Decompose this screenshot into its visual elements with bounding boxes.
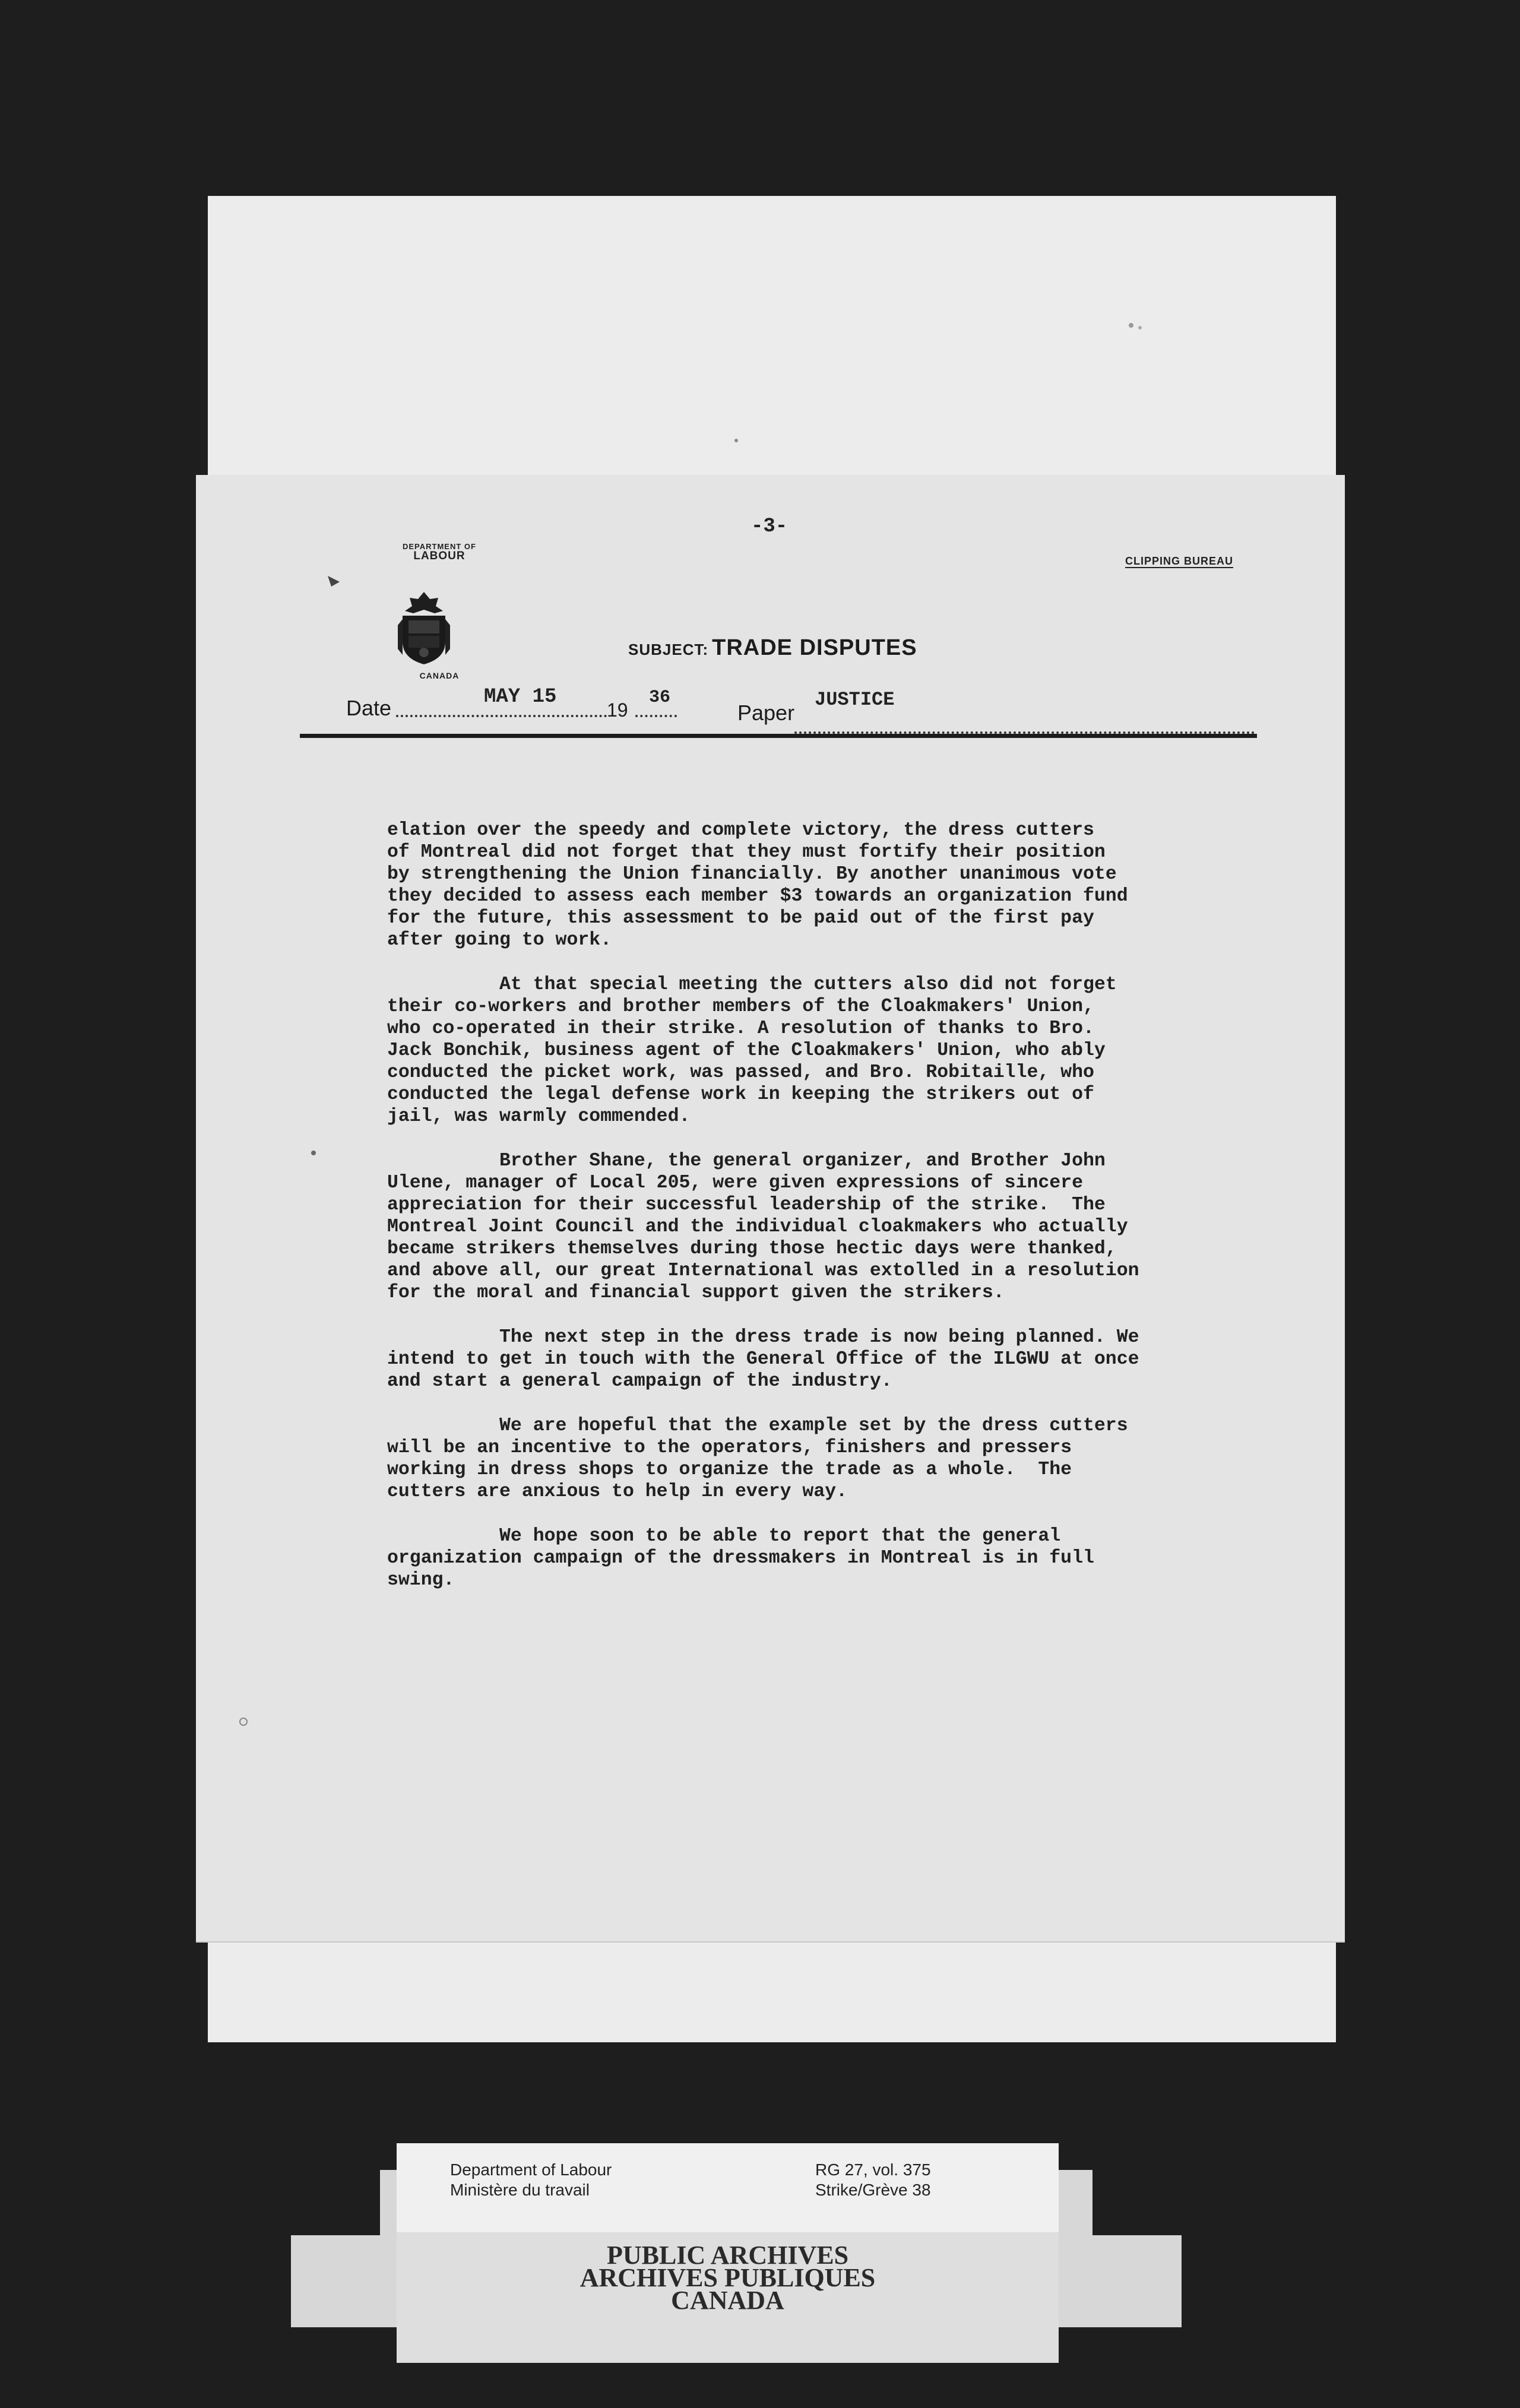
date-value: MAY 15 — [484, 686, 557, 708]
article-line: working in dress shops to organize the trade as a whole. The — [387, 1459, 1072, 1480]
article-paragraph — [387, 974, 1284, 1127]
article-line: cutters are anxious to help in every way. — [387, 1481, 848, 1502]
article-line: intend to get in touch with the General Office of the ILGWU at once — [387, 1349, 1139, 1370]
page-number: -3- — [751, 515, 788, 538]
header-rule — [300, 734, 1257, 738]
public-archives-stamp — [397, 2241, 1059, 2315]
department-heading — [380, 542, 499, 563]
subject-heading — [628, 635, 917, 661]
stamp-line-2: ARCHIVES PUBLIQUES — [580, 2263, 876, 2292]
article-line: and above all, our great International was extolled in a resolution — [387, 1260, 1139, 1281]
year-dotted-line — [635, 715, 677, 717]
article-line: and start a general campaign of the industry. — [387, 1371, 892, 1392]
coat-of-arms-icon — [397, 590, 451, 667]
article-line: jail, was warmly commended. — [387, 1106, 691, 1127]
canada-label: CANADA — [419, 671, 460, 680]
department-of-label: DEPARTMENT OF — [403, 542, 476, 551]
paper-label: Paper — [737, 701, 795, 725]
article-line: At that special meeting the cutters also did not forget — [387, 974, 1117, 995]
strike-ref: Strike/Grève 38 — [815, 2181, 931, 2199]
labour-label: LABOUR — [413, 550, 466, 562]
article-line: Montreal Joint Council and the individual cloakmakers who actually — [387, 1216, 1128, 1237]
article-line: by strengthening the Union financially. By another unanimous vote — [387, 864, 1117, 885]
article-line: conducted the picket work, was passed, and Bro. Robitaille, who — [387, 1062, 1094, 1083]
stamp-line-3: CANADA — [671, 2286, 784, 2315]
record-group-ref: RG 27, vol. 375 — [815, 2160, 931, 2179]
article-line: organization campaign of the dressmakers in Montreal is in full — [387, 1548, 1094, 1569]
article-line: after going to work. — [387, 930, 612, 950]
article-paragraph — [387, 819, 1284, 951]
subject-value: TRADE DISPUTES — [712, 635, 917, 660]
article-line: Jack Bonchik, business agent of the Cloakmakers' Union, who ably — [387, 1040, 1106, 1061]
article-paragraph — [387, 1415, 1284, 1503]
article-line: will be an incentive to the operators, finishers and pressers — [387, 1437, 1072, 1458]
article-line: appreciation for their successful leadership of the strike. The — [387, 1195, 1106, 1215]
label-notch-left — [291, 2170, 380, 2235]
article-line: who co-operated in their strike. A resolution of thanks to Bro. — [387, 1018, 1094, 1039]
record-group-label — [815, 2160, 931, 2200]
article-line: conducted the legal defense work in keeping the strikers out of — [387, 1084, 1094, 1105]
article-paragraph — [387, 1326, 1284, 1392]
article-line: We hope soon to be able to report that the general — [387, 1526, 1061, 1547]
paper-value: JUSTICE — [815, 689, 895, 711]
article-line: their co-workers and brother members of the Cloakmakers' Union, — [387, 996, 1094, 1017]
article-line: swing. — [387, 1570, 455, 1590]
date-label: Date — [346, 696, 392, 720]
year-value: 36 — [649, 687, 671, 708]
article-line: of Montreal did not forget that they must fortify their position — [387, 842, 1106, 863]
article-line: for the future, this assessment to be paid out of the first pay — [387, 908, 1094, 929]
article-line: elation over the speedy and complete victory, the dress cutters — [387, 820, 1094, 841]
department-labour-label — [450, 2160, 612, 2200]
article-line: Brother Shane, the general organizer, and Brother John — [387, 1151, 1106, 1171]
dept-en: Department of Labour — [450, 2160, 612, 2179]
clipping-bureau-label: CLIPPING BUREAU — [1125, 555, 1234, 567]
date-dotted-line — [396, 715, 607, 717]
article-line: Ulene, manager of Local 205, were given expressions of sincere — [387, 1173, 1083, 1193]
article-line: for the moral and financial support given the strikers. — [387, 1282, 1005, 1303]
dept-fr: Ministère du travail — [450, 2181, 590, 2199]
article-line: they decided to assess each member $3 towards an organization fund — [387, 886, 1128, 907]
subject-label: SUBJECT: — [628, 641, 709, 658]
article-line: We are hopeful that the example set by the dress cutters — [387, 1415, 1128, 1436]
article-line: became strikers themselves during those hectic days were thanked, — [387, 1238, 1117, 1259]
year-prefix: 19 — [607, 699, 628, 721]
label-notch-right — [1092, 2170, 1182, 2235]
article-paragraph — [387, 1150, 1284, 1304]
article-line: The next step in the dress trade is now being planned. We — [387, 1327, 1139, 1348]
stamp-line-1: PUBLIC ARCHIVES — [606, 2241, 849, 2270]
article-body — [387, 819, 1284, 1614]
article-paragraph — [387, 1525, 1284, 1591]
